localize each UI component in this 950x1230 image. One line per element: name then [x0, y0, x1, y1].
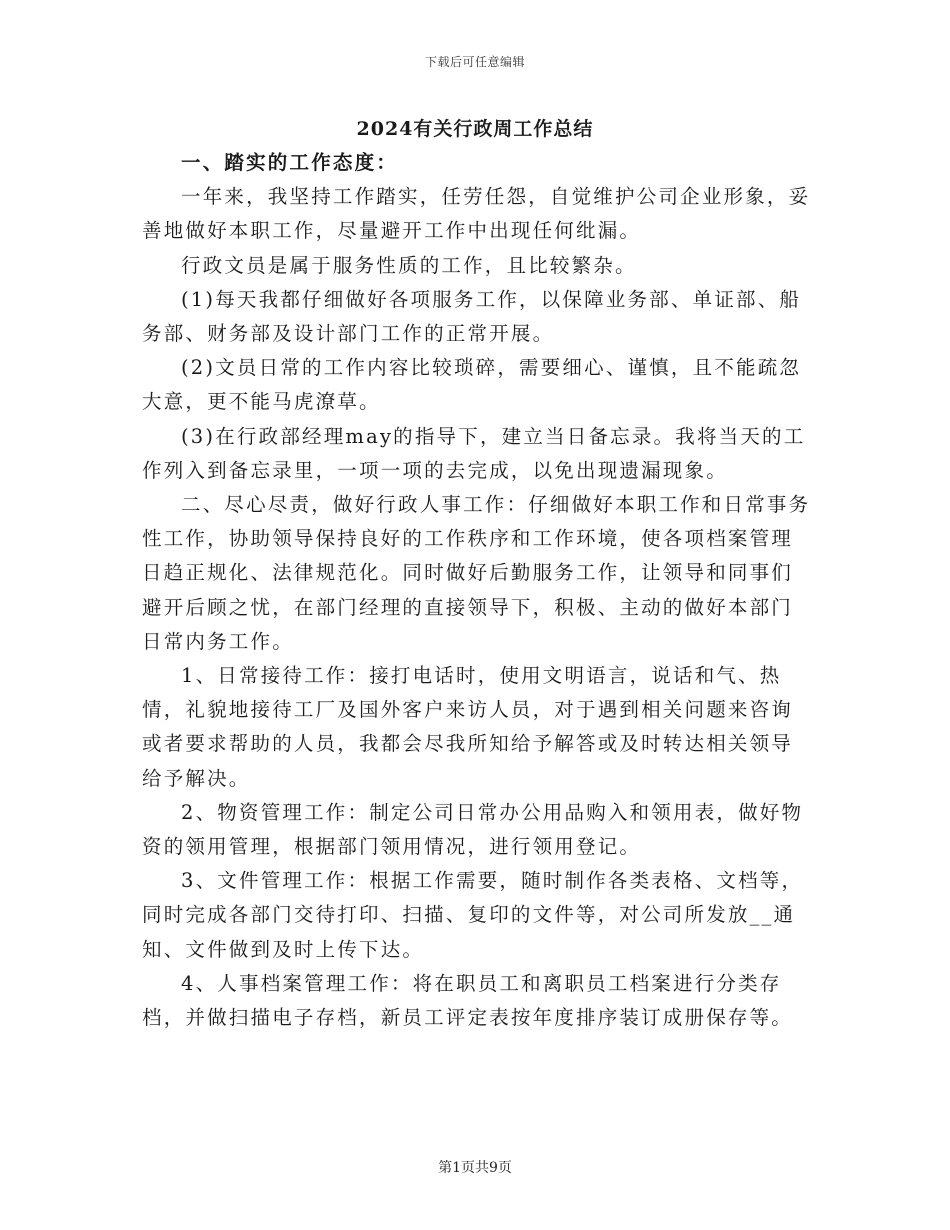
paragraph: 行政文员是属于服务性质的工作，且比较繁杂。 — [181, 253, 637, 277]
paragraph: 2、物资管理工作：制定公司日常办公用品购入和领用表，做好物资的领用管理，根据部门领用情况，进行领用登记。 — [142, 800, 804, 859]
document-title: 2024有关行政周工作总结 — [356, 118, 594, 140]
paragraph: (3)在行政部经理may的指导下，建立当日备忘录。我将当天的工作列入到备忘录里，一项一项的去完成，以免出现遗漏现象。 — [142, 424, 806, 482]
page-footer: 第1页共9页 — [438, 1160, 512, 1176]
paragraph: 1、日常接待工作：接打电话时，使用文明语言，说话和气、热情，礼貌地接待工厂及国外客户来访人员，对于遇到相关问题来咨询或者要求帮助的人员，我都会尽我所知给予解答或及时转达相关领导给予解决。 — [142, 664, 794, 790]
paragraph: 一年来，我坚持工作踏实，任劳任怨，自觉维护公司企业形象，妥善地做好本职工作，尽量避开工作中出现任何纰漏。 — [142, 185, 811, 243]
document-body — [142, 146, 812, 1035]
paragraph: 3、文件管理工作：根据工作需要，随时制作各类表格、文档等，同时完成各部门交待打印、扫描、复印的文件等，对公司所发放__通知、文件做到及时上传下达。 — [142, 869, 804, 961]
paragraph: 4、人事档案管理工作：将在职员工和离职员工档案进行分类存档，并做扫描电子存档，新员工评定表按年度排序装订成册保存等。 — [142, 971, 794, 1030]
paragraph: (1)每天我都仔细做好各项服务工作，以保障业务部、单证部、船务部、财务部及设计部门工作的正常开展。 — [142, 287, 802, 346]
paragraph: (2)文员日常的工作内容比较琐碎，需要细心、谨慎，且不能疏忽大意，更不能马虎潦草。 — [142, 356, 802, 414]
section-heading-1: 一、踏实的工作态度： — [181, 151, 399, 174]
header-note: 下载后可任意编辑 — [424, 55, 525, 69]
paragraph: 二、尽心尽责，做好行政人事工作：仔细做好本职工作和日常事务性工作，协助领导保持良好的工作秩序和工作环境，使各项档案管理日趋正规化、法律规范化。同时做好后勤服务工作，让领导和同事们避开后顾之忧，在部门经理的直接领导下，积极、主动的做好本部门日常内务工作。 — [142, 493, 811, 653]
